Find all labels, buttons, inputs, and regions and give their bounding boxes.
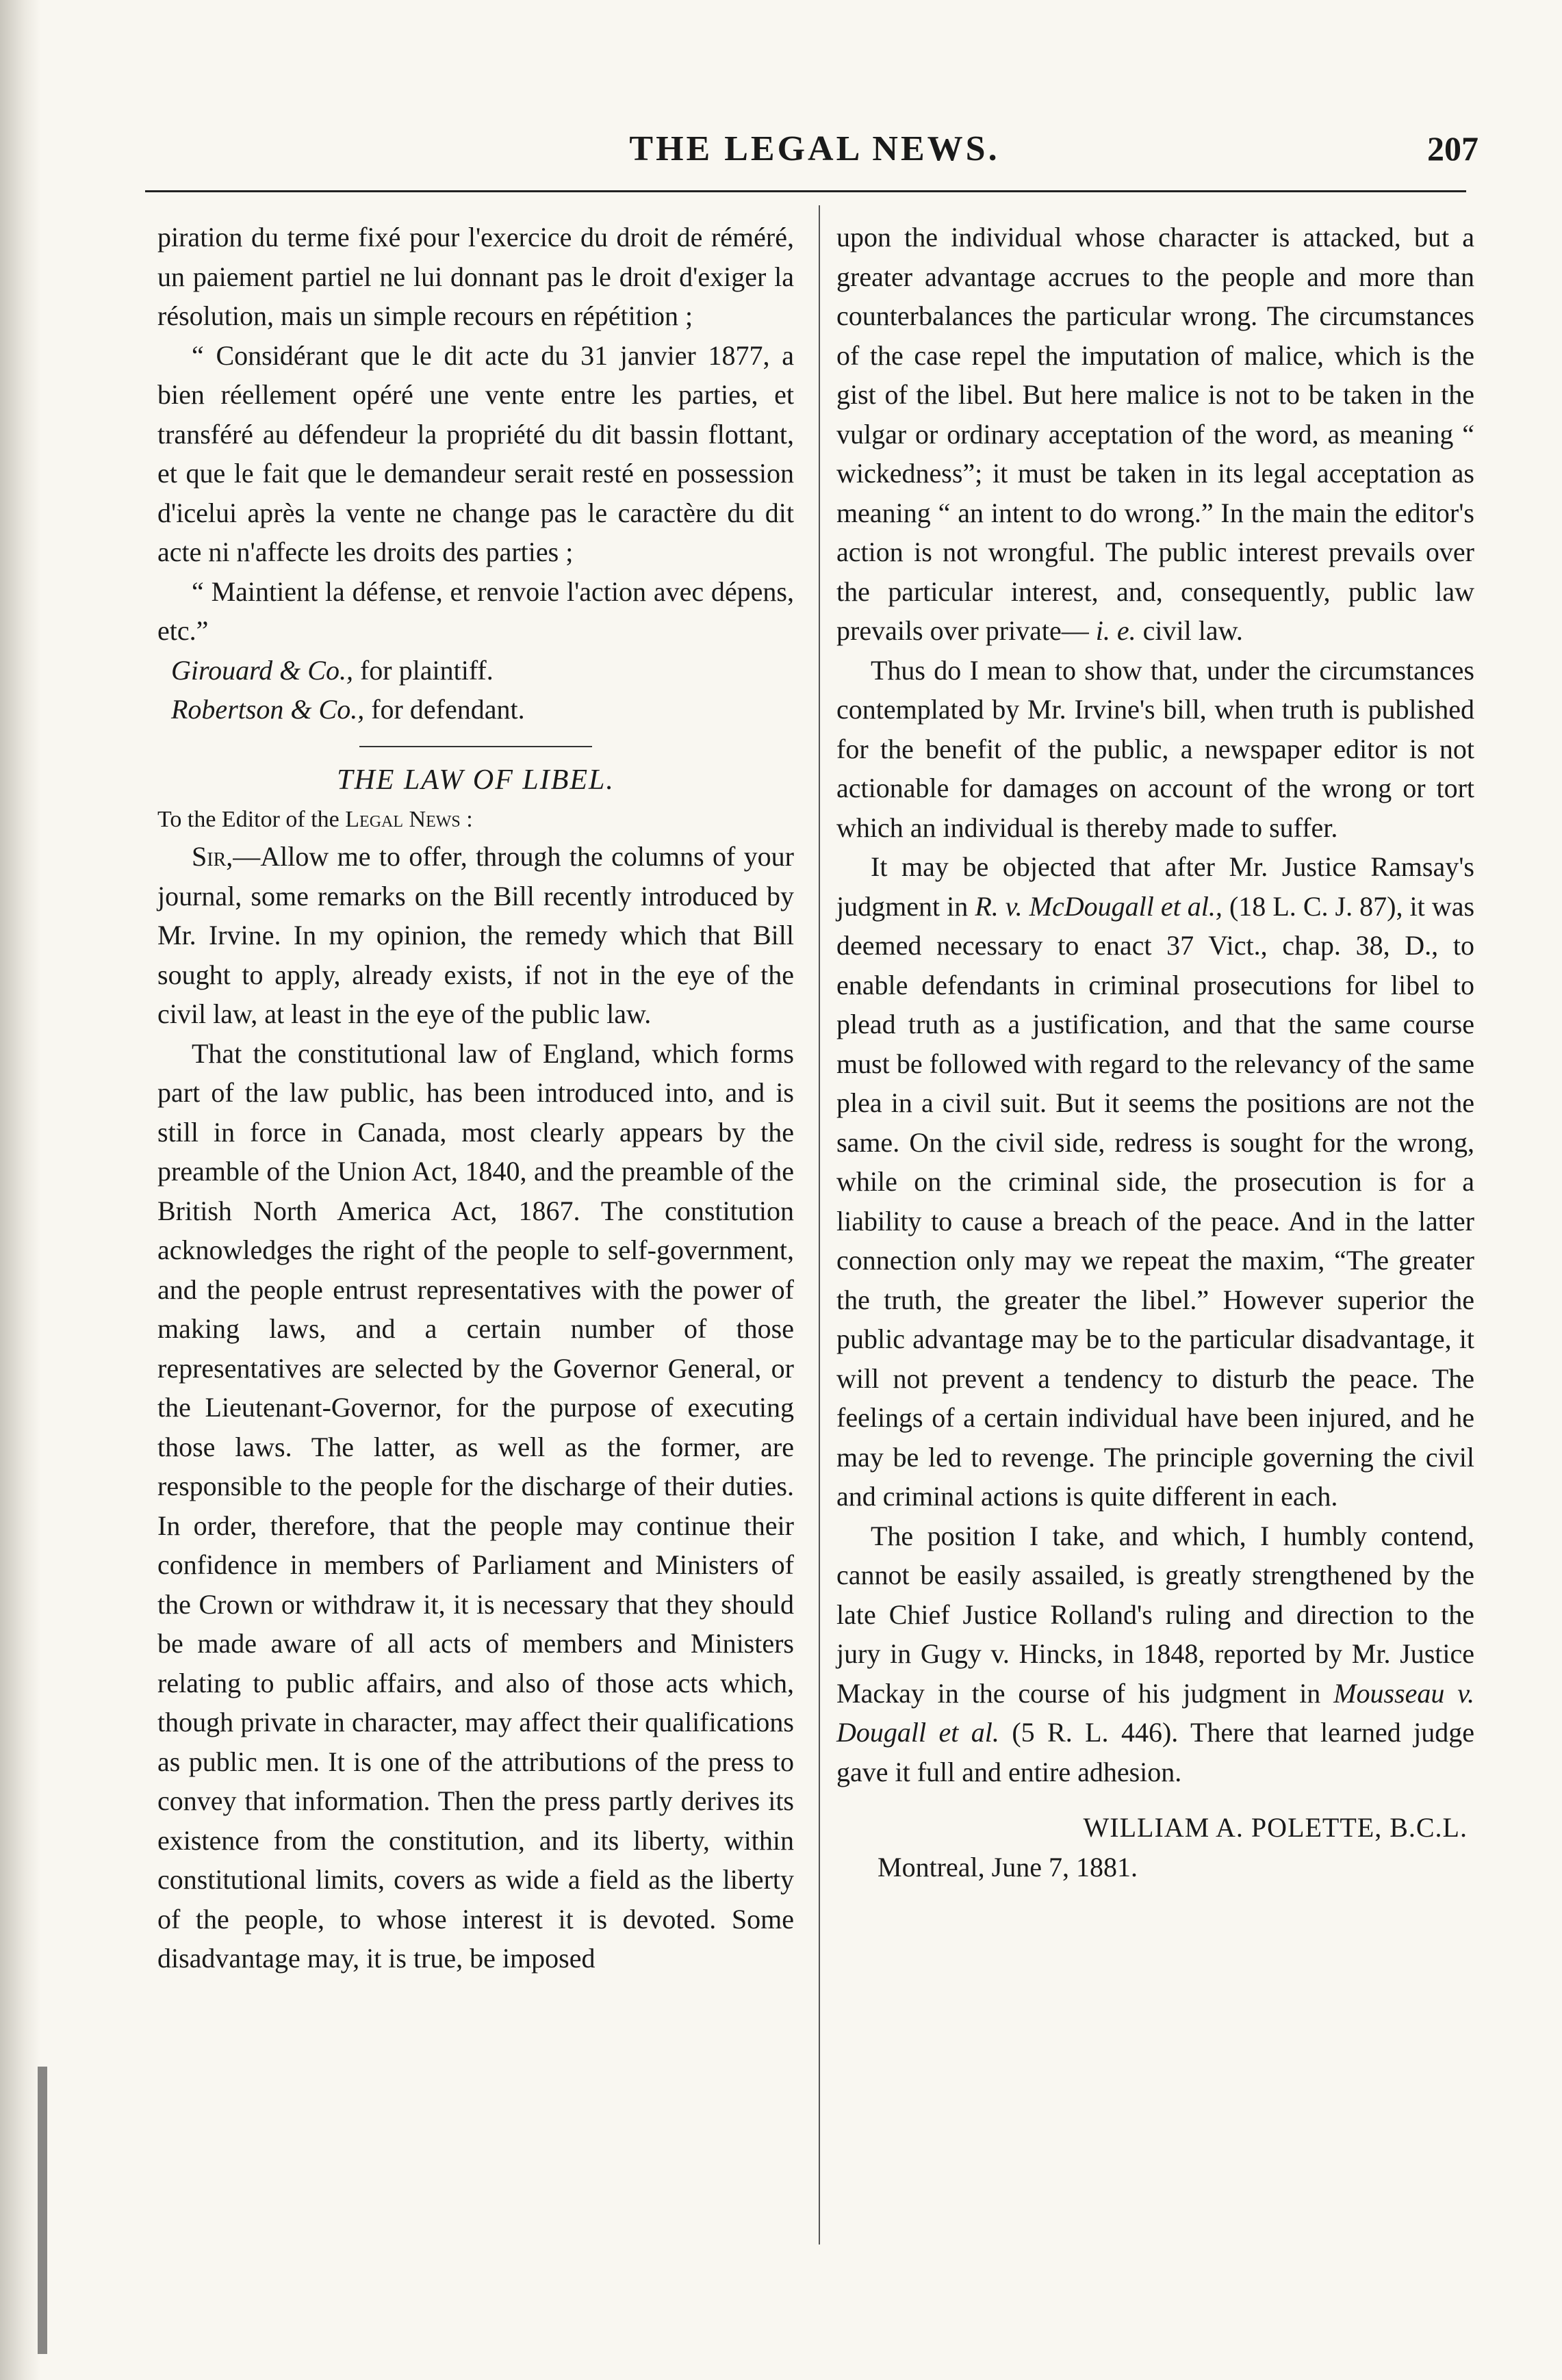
- to-editor-suffix: :: [466, 807, 473, 832]
- letter-author: WILLIAM A. POLETTE, B.C.L.: [1083, 1812, 1468, 1843]
- page-number: 207: [1427, 129, 1478, 168]
- right-column: [836, 218, 1474, 1887]
- counsel-defendant-name: Robertson & Co.,: [171, 694, 365, 725]
- objection-paragraph: [836, 847, 1474, 1516]
- left-column: [157, 218, 794, 1978]
- article-title: THE LAW OF LIBEL.: [337, 764, 615, 796]
- counsel-defendant-role: for defendant.: [371, 694, 525, 725]
- objection-text-a: It may be objected that after Mr. Justice Ramsay's judgment in: [836, 851, 1474, 922]
- page-edge-mark: [38, 2067, 47, 2354]
- considerant-paragraph: “ Considérant que le dit acte du 31 janvier 1877, a bien réellement opéré une vente entre les parties, et transféré au défendeur la propriété du dit bassin flottant, et que le fait que le demandeur serait resté en possession d'icelui après la vente ne change pas le caractère du dit acte ni n'affecte les droits des parties ;: [157, 339, 794, 567]
- running-title: THE LEGAL NEWS.: [629, 129, 1000, 168]
- page-header: [164, 129, 1478, 177]
- header-rule: [145, 190, 1466, 192]
- public-interest-text: upon the individual whose character is attacked, but a greater advantage accrues to the people and more than counterbalances the particular wrong. The circumstances of the case repel the imputation of malice, which is the gist of the libel. But here malice is not to be taken in the vulgar or ordinary acceptation of the word, as meaning “ wickedness”; it must be taken in its legal acceptation as meaning “ an intent to do wrong.” In the main the editor's action is not wrongful. The public interest prevails over the particular interest, and, consequently, public law prevails over private—: [836, 222, 1474, 646]
- position-text-b: (5 R. L. 446). There that learned judge gave it full and entire adhesion.: [836, 1717, 1474, 1787]
- letter-place-date: Montreal, June 7, 1881.: [878, 1851, 1138, 1883]
- position-paragraph: [836, 1516, 1474, 1792]
- to-editor-prefix: To the Editor of the: [157, 807, 340, 832]
- salutation: Sir,: [192, 841, 233, 872]
- truth-published-paragraph: Thus do I mean to show that, under the circumstances contemplated by Mr. Irvine's bill, when truth is published for the benefit of the public, a newspaper editor is not actionable for damages on account of the wrong or tort which an individual is thereby made to suffer.: [836, 654, 1474, 843]
- counsel-defendant: [157, 690, 794, 729]
- case-citation-mousseau: Mousseau v. Dougall et al.: [836, 1677, 1474, 1748]
- counsel-plaintiff-role: for plaintiff.: [359, 654, 494, 686]
- case-citation-mcdougall: R. v. McDougall et al.,: [975, 890, 1222, 922]
- letter-opening-paragraph: [157, 837, 794, 1034]
- position-text-a: The position I take, and which, I humbly contend, cannot be easily assailed, is greatly strengthened by the late Chief Justice Rolland's ruling and direction to the jury in Gugy v. Hincks, in 1848, reported by Mr. Justice Mackay in the course of his judgment in: [836, 1520, 1474, 1709]
- continued-letter-paragraph: [836, 218, 1474, 651]
- page-edge-shading: [0, 0, 41, 2380]
- constitutional-law-paragraph: That the constitutional law of England, which forms part of the law public, has been introduced into, and is still in force in Canada, most clearly appears by the preamble of the Union Act, 1840, and the preamble of the British North America Act, 1867. The constitution acknowledges the right of the people to self-government, and the people entrust representatives with the power of making laws, and a certain number of those representatives are selected by the Governor General, or the Lieutenant-Governor, for the purpose of executing those laws. The latter, as well as the former, are responsible to the people for the discharge of their duties. In order, therefore, that the people may continue their confidence in members of Parliament and Ministers of the Crown or withdraw it, it is necessary that they should be made aware of all acts of members and Ministers relating to public affairs, and also of those acts which, though private in character, may affect their qualifications as public men. It is one of the attributions of the press to convey that information. Then the press partly derives its existence from the constitution, and its liberty, within constitutional limits, covers as wide a field as the liberty of the people, to whose interest it is devoted. Some disadvantage may, it is true, be imposed: [157, 1037, 794, 1974]
- column-divider: [819, 205, 820, 2245]
- objection-text-b: (18 L. C. J. 87), it was deemed necessary to enact 37 Vict., chap. 38, D., to enable defendants in criminal prosecutions for libel to plead truth as a justification, and that the same course must be followed with regard to the relevancy of the same plea in a civil suit. But it seems the positions are not the same. On the civil side, redress is sought for the wrong, while on the criminal side, the prosecution is for a liability to cause a breach of the peace. And in the latter connection only may we repeat the maxim, “The greater the truth, the greater the libel.” However superior the public advantage may be to the particular disadvantage, it will not prevent a tendency to disturb the peace. The feelings of a certain individual have been injured, and he may be led to revenge. The principle governing the civil and criminal actions is quite different in each.: [836, 890, 1475, 1512]
- ie-abbreviation: i. e.: [1095, 615, 1136, 646]
- maintient-paragraph: “ Maintient la défense, et renvoie l'action avec dépens, etc.”: [157, 575, 794, 646]
- counsel-plaintiff: [157, 651, 794, 690]
- to-editor-line: [157, 803, 794, 837]
- continued-paragraph: piration du terme fixé pour l'exercice du droit de réméré, un paiement partiel ne lui donnant pas le droit d'exiger la résolution, mais un simple recours en répétition ;: [157, 222, 794, 331]
- journal-name: Legal News: [345, 807, 461, 832]
- section-separator: [359, 746, 592, 747]
- letter-opening-text: —Allow me to offer, through the columns of your journal, some remarks on the Bill recently introduced by Mr. Irvine. In my opinion, the remedy which that Bill sought to apply, already exists, if not in the eye of the civil law, at least in the eye of the public law.: [157, 841, 794, 1029]
- civil-law-text: civil law.: [1142, 615, 1243, 646]
- counsel-plaintiff-name: Girouard & Co.,: [171, 654, 353, 686]
